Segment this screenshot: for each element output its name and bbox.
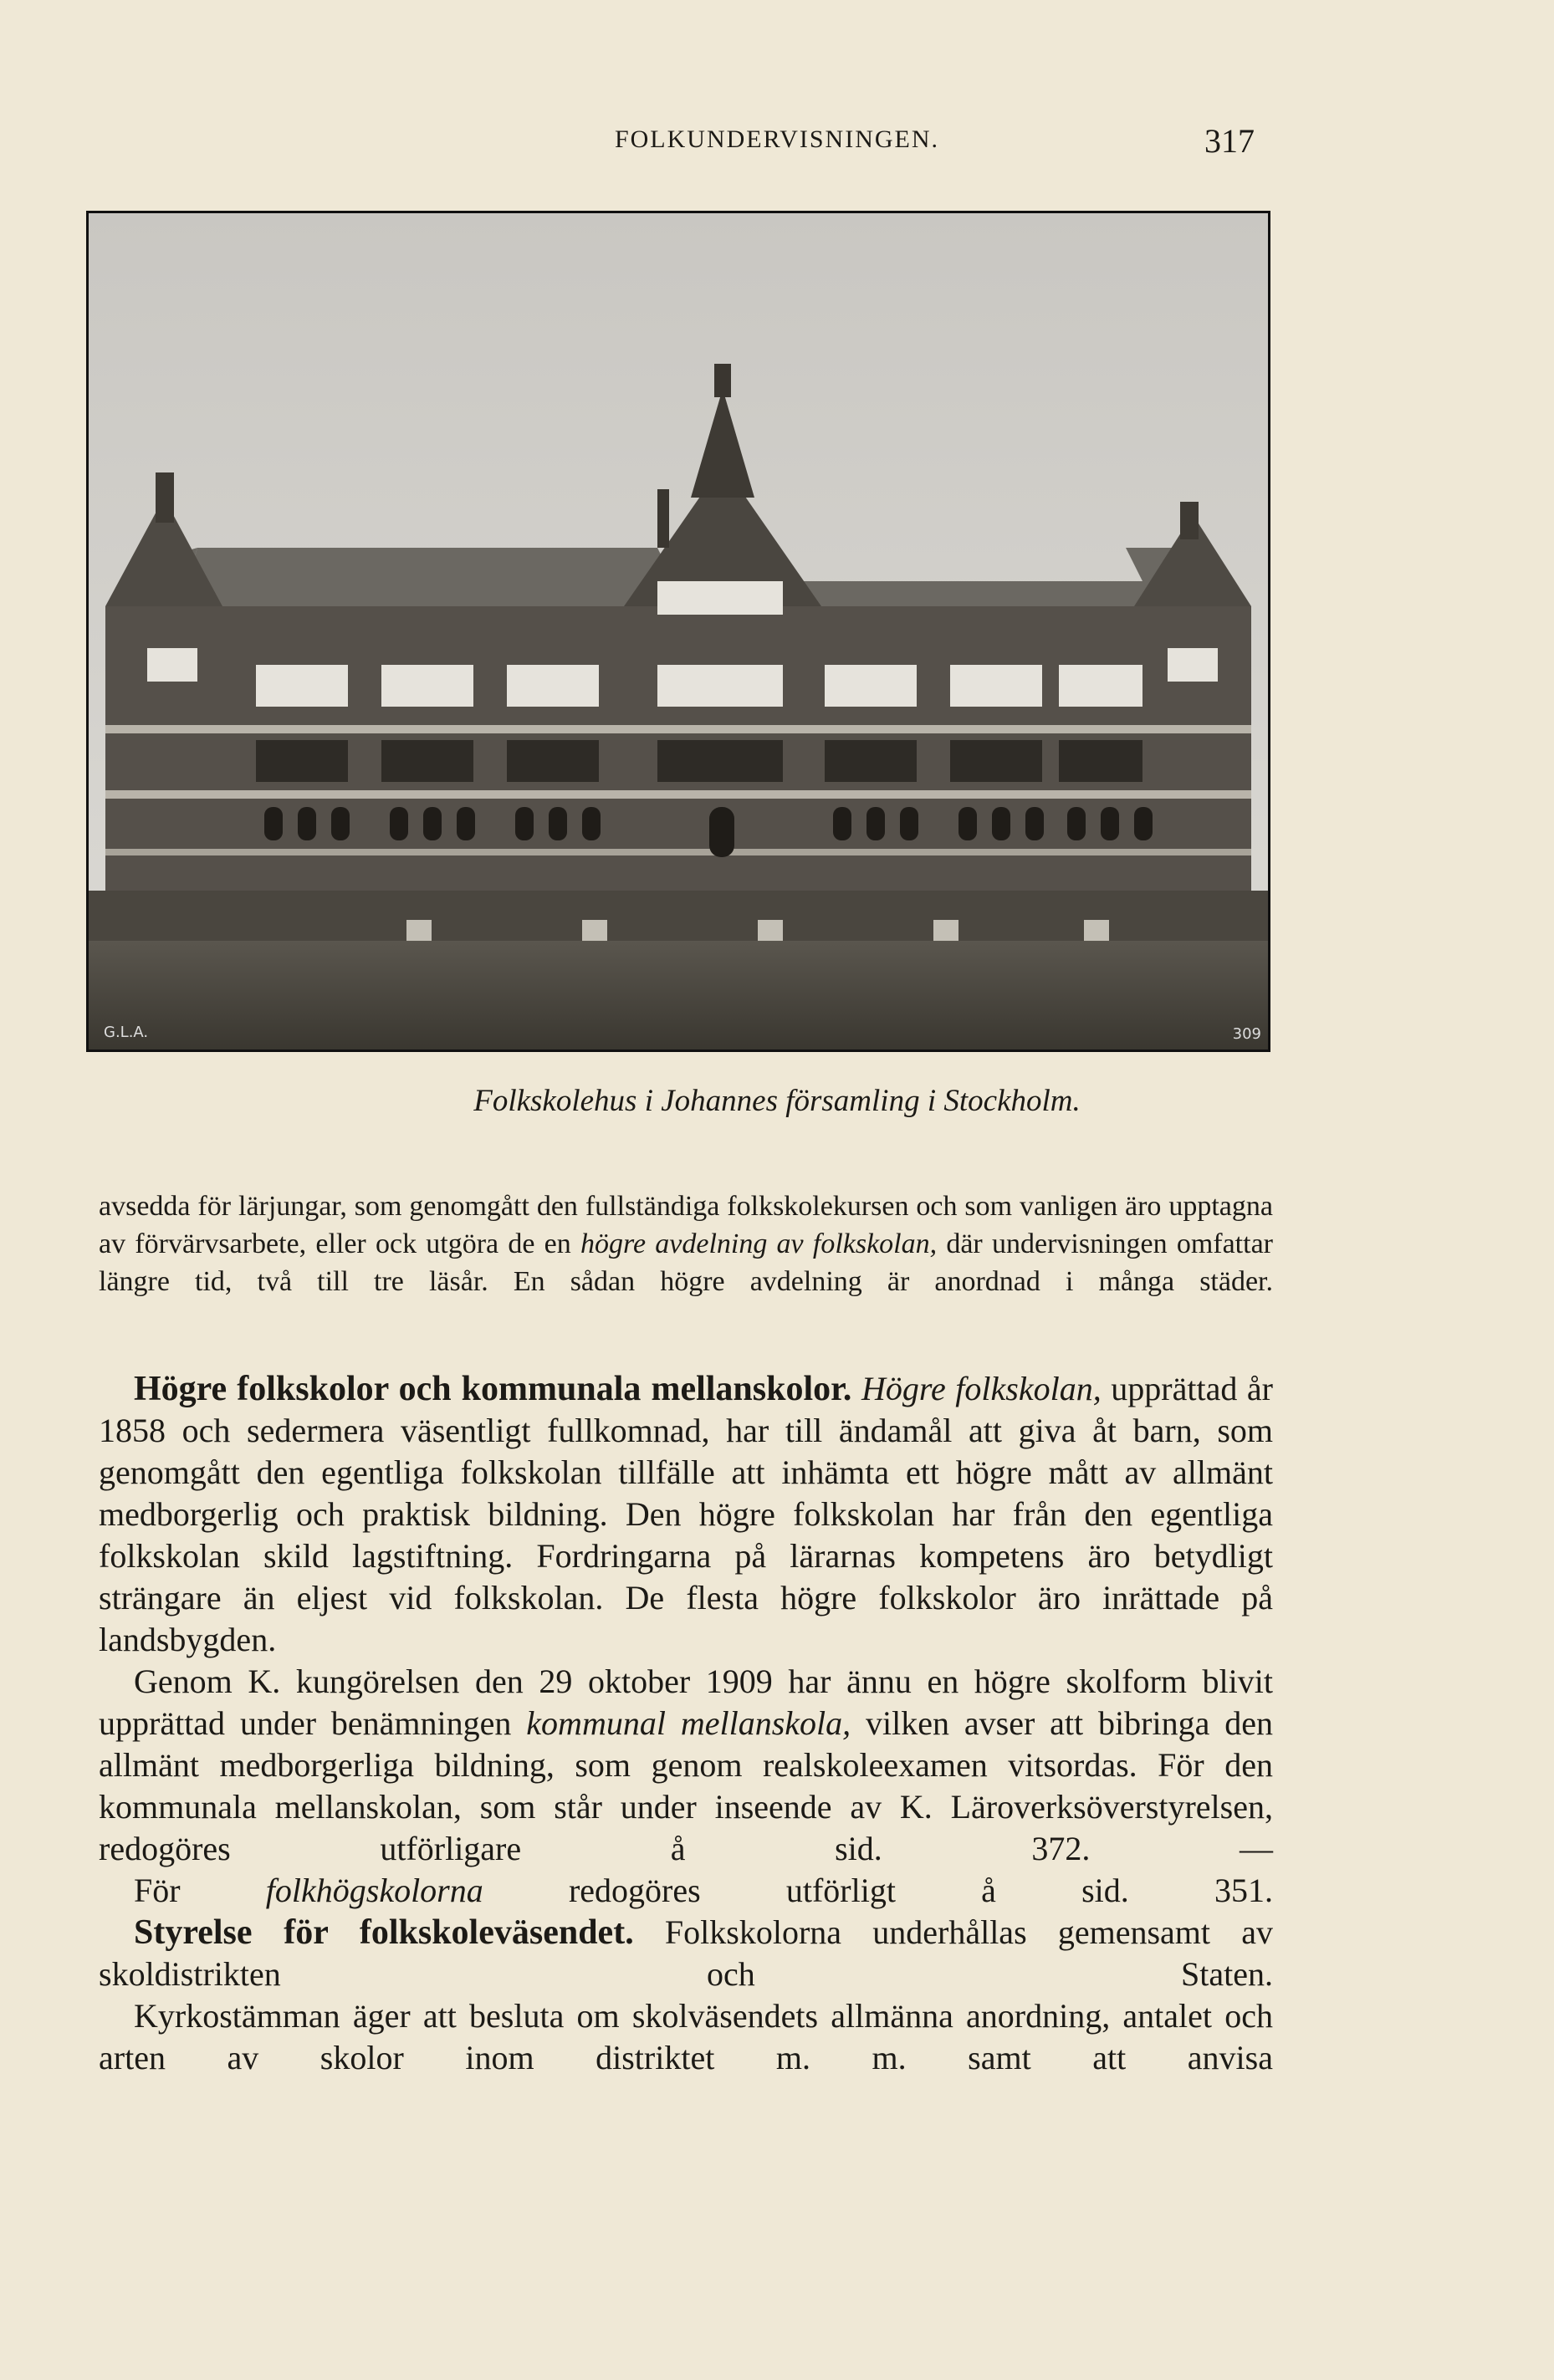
section1-text: upprättad år 1858 och sedermera väsentligt fullkomnad, har till ändamål att giva åt barn, som genomgått den egentliga folkskolan tillfälle att inhämta ett högre mått av allmänt medborgerlig och praktisk bildning. Den högre folkskolan har från den egentliga folkskolan skild lagstiftning. Fordringarna på lärarnas kompetens äro betydligt strängare än eljest vid folkskolan. De flesta högre folkskolor äro inrättade på landsbygden.: [99, 1370, 1273, 1658]
paragraph3-text-1: För: [134, 1872, 266, 1909]
paragraph2-text-2: vilken avser att bibringa den allmänt medborgerliga bildning, som genom realskoleexamen vitsordas. För den kommunala mellanskolan, som står under inseende av K. Läroverksöverstyrelsen, redogöres utförligare å sid. 372. —: [99, 1704, 1273, 1867]
photo-mark-right: 309: [1232, 1025, 1261, 1043]
paragraph2-text-1: Genom K. kungörelsen den 29 oktober 1909 har ännu en högre skolform blivit upprättad under benämningen: [99, 1662, 1273, 1742]
small-paragraph: [99, 1187, 1273, 1300]
running-title: FOLKUNDERVISNINGEN.: [614, 125, 940, 153]
small-paragraph-text-1: avsedda för lärjungar, som genomgått den fullständiga folkskolekursen och som vanligen äro upptagna av förvärvsarbete, eller ock utgöra de en: [99, 1191, 1273, 1259]
section2-text: Folkskolorna underhållas gemensamt av skoldistrikten och Staten.: [99, 1913, 1273, 1993]
paragraph2-italic: kommunal mellanskola,: [526, 1704, 851, 1742]
main-text: [99, 1368, 1273, 2079]
section1-italic: Högre folkskolan,: [861, 1370, 1102, 1407]
section-heading-styrelse: Styrelse för folkskoleväsendet.: [134, 1913, 634, 1952]
page-number: 317: [1204, 122, 1255, 160]
school-building-photo: [86, 211, 1270, 1052]
figure-caption: Folkskolehus i Johannes församling i Stockholm.: [473, 1084, 1081, 1118]
paragraph3-text-2: redogöres utförligt å sid. 351.: [483, 1872, 1273, 1909]
small-paragraph-italic: högre avdelning av folkskolan,: [580, 1228, 938, 1259]
small-paragraph-text-2: där undervisningen omfattar längre tid, två till tre läsår. En sådan högre avdelning är anordnad i många städer.: [99, 1228, 1273, 1297]
paragraph4-text: Kyrkostämman äger att besluta om skolväsendets allmänna anordning, antalet och arten av skolor inom distriktet m. m. samt att anvisa: [99, 1997, 1273, 2076]
photo-mark-left: G.L.A.: [104, 1024, 149, 1041]
paragraph3-italic: folkhögskolorna: [265, 1872, 483, 1909]
section-heading-hogre-folkskolor: Högre folkskolor och kommunala mellanskolor.: [134, 1370, 852, 1408]
